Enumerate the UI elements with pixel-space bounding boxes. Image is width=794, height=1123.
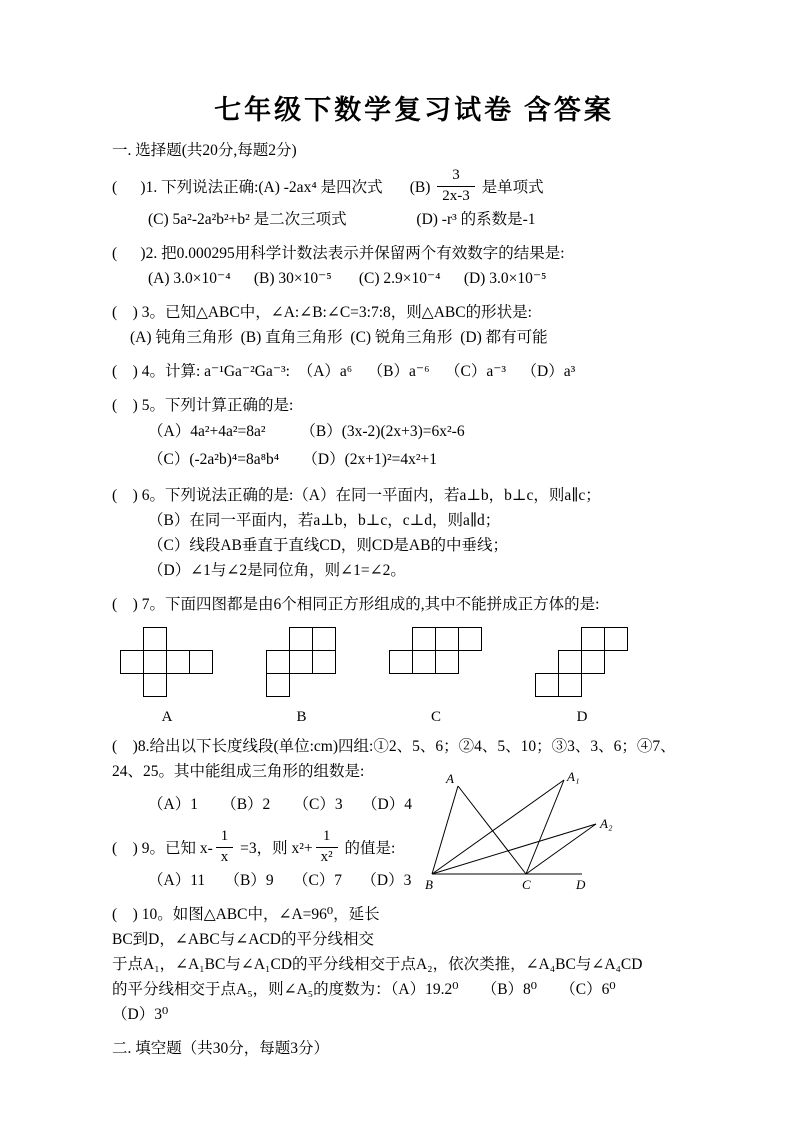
question-3 (112, 300, 716, 350)
q3-stem: ( ) 3。已知△ABC中，∠A:∠B:∠C=3:7:8，则△ABC的形状是: (112, 304, 532, 321)
q10-line5: （D）3⁰ (112, 1006, 169, 1023)
q5-stem: ( ) 5。下列计算正确的是: (112, 397, 294, 414)
question-6 (112, 483, 716, 583)
q5-options-cd: （C）(-2a²b)⁴=8a⁸b⁴ （D）(2x+1)²=4x²+1 (148, 451, 437, 468)
q10-line3: 于点A₁，∠A₁BC与∠A₁CD的平分线相交于点A₂，依次类推，∠A₄BC与∠A₄CD (112, 956, 643, 973)
point-label-a2: A₂ (600, 816, 613, 831)
q8-options: （A）1 （B）2 （C）3 （D）4 (148, 796, 412, 813)
section1-heading: 一. 选择题(共20分,每题2分) (112, 142, 297, 159)
q9-fraction-1 (216, 828, 234, 866)
question-10 (112, 902, 716, 1027)
q2-options: (A) 3.0×10⁻⁴ (B) 30×10⁻⁵ (C) 2.9×10⁻⁴ (D) 3.0×10⁻⁵ (148, 270, 547, 287)
q6-option-c: （C）线段AB垂直于直线CD，则CD是AB的中垂线； (148, 537, 508, 554)
q10-line2: BC到D，∠ABC与∠ACD的平分线相交 (112, 931, 374, 948)
q9-text-3: 的值是: (340, 840, 396, 857)
point-label-c: C (522, 877, 531, 892)
section2-heading: 二. 填空题（共30分，每题3分） (112, 1040, 330, 1057)
q1-fraction (437, 167, 475, 205)
question-5 (112, 393, 716, 474)
point-label-a: A (446, 771, 454, 786)
net-label-c: C (430, 709, 441, 725)
net-label-b: B (296, 709, 307, 725)
question-4 (112, 359, 716, 384)
q6-stem-option-a: ( ) 6。下列说法正确的是:（A）在同一平面内，若a⊥b，b⊥c，则a∥c； (112, 487, 601, 504)
triangle-diagram (424, 770, 624, 894)
net-label-a: A (161, 709, 173, 725)
q9-fraction-2-denominator: x² (320, 848, 333, 865)
q8-stem-line2: 24、25。其中能组成三角形的组数是: (112, 763, 365, 780)
q9-text-2: =3，则 x²+ (236, 840, 313, 857)
cube-net-b-diagram (266, 627, 337, 698)
q9-text-1: ( ) 9。已知 x- (112, 840, 213, 857)
q9-fraction-1-denominator: x (220, 848, 229, 865)
net-figure-d (535, 627, 629, 725)
q10-line4: 的平分线相交于点A₅，则∠A₅的度数为：（A）19.2⁰ （B）8⁰ （C）6⁰ (112, 981, 616, 998)
point-label-a1: A₁ (567, 770, 580, 784)
net-label-d: D (576, 709, 588, 725)
q1-stem (112, 165, 716, 207)
point-label-d: D (576, 877, 586, 892)
q9-fraction-2-numerator: 1 (316, 828, 338, 847)
question-2 (112, 241, 716, 291)
q3-options: (A) 钝角三角形 (B) 直角三角形 (C) 锐角三角形 (D) 都有可能 (130, 329, 548, 346)
cube-net-c-diagram (389, 627, 483, 675)
q7-stem: ( ) 7。下面四图都是由6个相同正方形组成的,其中不能拼成正方体的是: (112, 596, 600, 613)
page-title: 七年级下数学复习试卷 含答案 (214, 95, 614, 125)
q1-fraction-denominator: 2x-3 (442, 187, 470, 204)
q7-net-figures (120, 627, 716, 725)
q6-option-d: （D）∠1与∠2是同位角，则∠1=∠2。 (148, 562, 406, 579)
q6-option-b: （B）在同一平面内，若a⊥b，b⊥c，c⊥d，则a∥d； (148, 512, 501, 529)
q1-options-cd: (C) 5a²-2a²b²+b² 是二次三项式 (D) -r³ 的系数是-1 (148, 211, 536, 228)
q8-stem-line1: ( )8.给出以下长度线段(单位:cm)四组:①2、5、6；②4、5、10；③3、3、6；④7、 (112, 738, 676, 755)
cube-net-a-diagram (120, 627, 214, 698)
question-8 (112, 734, 716, 817)
q10-triangle-figure (424, 770, 624, 894)
question-1 (112, 165, 716, 232)
q1-fraction-numerator: 3 (437, 167, 475, 186)
q2-stem: ( )2. 把0.000295用科学计数法表示并保留两个有效数字的结果是: (112, 245, 565, 262)
q9-stem (112, 826, 442, 868)
q9-fraction-2 (316, 828, 338, 866)
net-figure-a (120, 627, 214, 725)
net-figure-b (266, 627, 337, 725)
point-label-b: B (425, 877, 433, 892)
q5-options-ab: （A）4a²+4a²=8a² （B）(3x-2)(2x+3)=6x²-6 (148, 423, 465, 440)
net-figure-c (389, 627, 483, 725)
q10-line1: ( ) 10。如图△ABC中，∠A=96⁰，延长 (112, 906, 380, 923)
question-7 (112, 592, 716, 725)
cube-net-d-diagram (535, 627, 629, 698)
q9-options: （A）11 （B）9 （C）7 （D）3 (148, 872, 412, 889)
q1-text-2: 是单项式 (477, 179, 544, 196)
q9-fraction-1-numerator: 1 (216, 828, 234, 847)
question-9 (112, 826, 716, 893)
q4-stem-options: ( ) 4。计算: a⁻¹Ga⁻²Ga⁻³: （A）a⁶ （B）a⁻⁶ （C）a⁻³ （D）a³ (112, 363, 576, 380)
q1-text-1: ( )1. 下列说法正确:(A) -2ax⁴ 是四次式 (B) (112, 179, 435, 196)
